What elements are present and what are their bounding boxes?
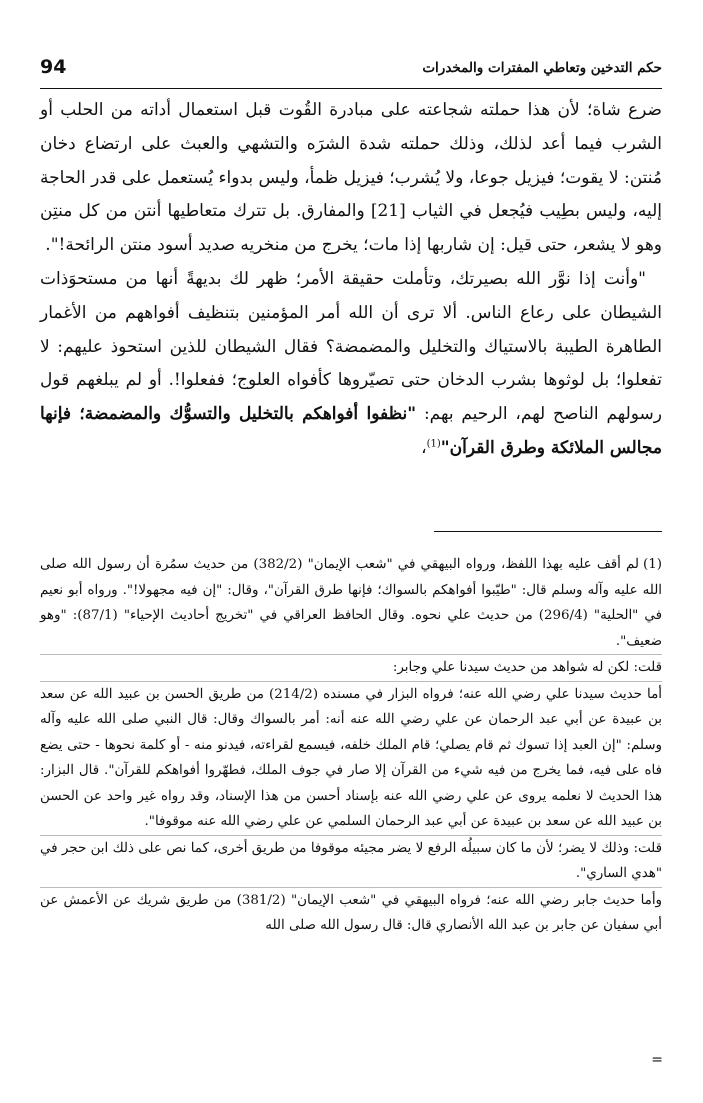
footnotes [40, 552, 662, 939]
continuation-mark: = [651, 1052, 663, 1068]
running-title: حكم التدخين وتعاطي المفترات والمخدرات [422, 60, 662, 76]
paragraph: ضرع شاة؛ لأن هذا حملته شجاعته على مبادرة القُوت قبل استعمال أداته من الحلب أو الشرب فيما أعد لذلك، وذلك حملته شدة الشرَه والتشهي والعبث على ارتضاع دخان مُنتن: لا يقوت؛ فيزيل جوعا، ولا يُشرب؛ فيزيل ظمأ، وليس بدواء يُستعمل على قدر الحاجة إليه، وليس بطِيب فيُجعل في الثياب [21] والمفارق. بل تترك متعاطيها أنتن من كل منتِن وهو لا يشعر، حتى قيل: إن شاربها إذا مات؛ يخرج من منخريه صديد أسود منتن الرائحة!". [40, 100, 662, 256]
punctuation: ، [421, 437, 427, 458]
footnote-1 [40, 552, 662, 655]
paragraph-text: "وأنت إذا نوَّر الله بصيرتك، وتأملت حقيقة الأمر؛ ظهر لك بديهةً أنها من مستحوَذات الشيطان على رعاع الناس. ألا ترى أن الله أمر المؤمنين بتنظيف أفواههم من الأغمار الطاهرة الطيبة بالاستياك والتخليل والمضمضة؟ فقال الشيطان للذين استحوذ عليهم: لا تفعلوا؛ بل لوثوها بشرب الدخان حتى تصيّروها كأفواه العلوج؛ ففعلوا!. أو لم يبلغهم قول رسولهم الناصح لهم، الرحيم بهم: [40, 268, 663, 425]
footnote-paragraph: قلت: لكن له شواهد من حديث سيدنا علي وجابر: [40, 655, 662, 682]
footnote-paragraph: قلت: وذلك لا يضر؛ لأن ما كان سبيلُه الرفع لا يضر مجيئه موقوفا من طريق أخرى، كما نص على ذلك ابن حجر في "هدي الساري". [40, 836, 662, 888]
page-header [40, 50, 662, 89]
footnote-separator [434, 531, 662, 532]
hadith-quote: "نظفوا أفواهكم بالتخليل والتسوُّك والمضمضة؛ فإنها مجالس الملائكة وطرق القرآن" [40, 404, 662, 458]
page-number: 94 [40, 56, 67, 78]
footnote-text: لم أقف عليه بهذا اللفظ، ورواه البيهقي في "شعب الإيمان" (382/2) من حديث سمُرة أن رسول الله صلى الله عليه وآله وسلم قال: "طيّبوا أفواهكم بالسواك؛ فإنها طرق القرآن"، وقال: "إن فيه مجهولا!". ورواه أبو نعيم في "الحلية" (296/4) من حديث علي نحوه. وقال الحافظ العراقي في "تخريج أحاديث الإحياء" (87/1): "وهو ضعيف". [40, 557, 662, 649]
main-text [40, 94, 662, 466]
footnote-reference[interactable]: (1) [426, 438, 441, 450]
paragraph [40, 263, 662, 466]
footnote-paragraph: أما حديث سيدنا علي رضي الله عنه؛ فرواه البزار في مسنده (214/2) من طريق الحسن بن عبيد الله عن سعد بن عبيدة عن أبي عبد الرحمان عن علي رضي الله عنه أنه: أمر بالسواك وقال: قال النبي صلى الله عليه وآله وسلم: "إن العبد إذا تسوك ثم قام يصلي؛ قام الملك خلفه، فيسمع لقراءته، فيدنو منه - أو كلمة نحوها - حتى يضع فاه على فيه، فما يخرج من فيه شيء من القرآن إلا صار في جوف الملك، فطهّروا أفواهكم للقرآن". قال البزار: هذا الحديث لا نعلمه يروى عن علي رضي الله عنه بإسناد أحسن من هذا الإسناد، وقد رواه غير واحد عن الحسن بن عبيد الله عن سعد بن عبيدة عن أبي عبد الرحمان السلمي عن علي رضي الله عنه موقوفا". [40, 682, 662, 836]
footnote-number: (1) [643, 557, 662, 572]
footnote-paragraph: وأما حديث جابر رضي الله عنه؛ فرواه البيهقي في "شعب الإيمان" (381/2) من طريق شريك عن الأعمش عن أبي سفيان عن جابر بن عبد الله الأنصاري قال: قال رسول الله صلى الله [40, 892, 663, 933]
